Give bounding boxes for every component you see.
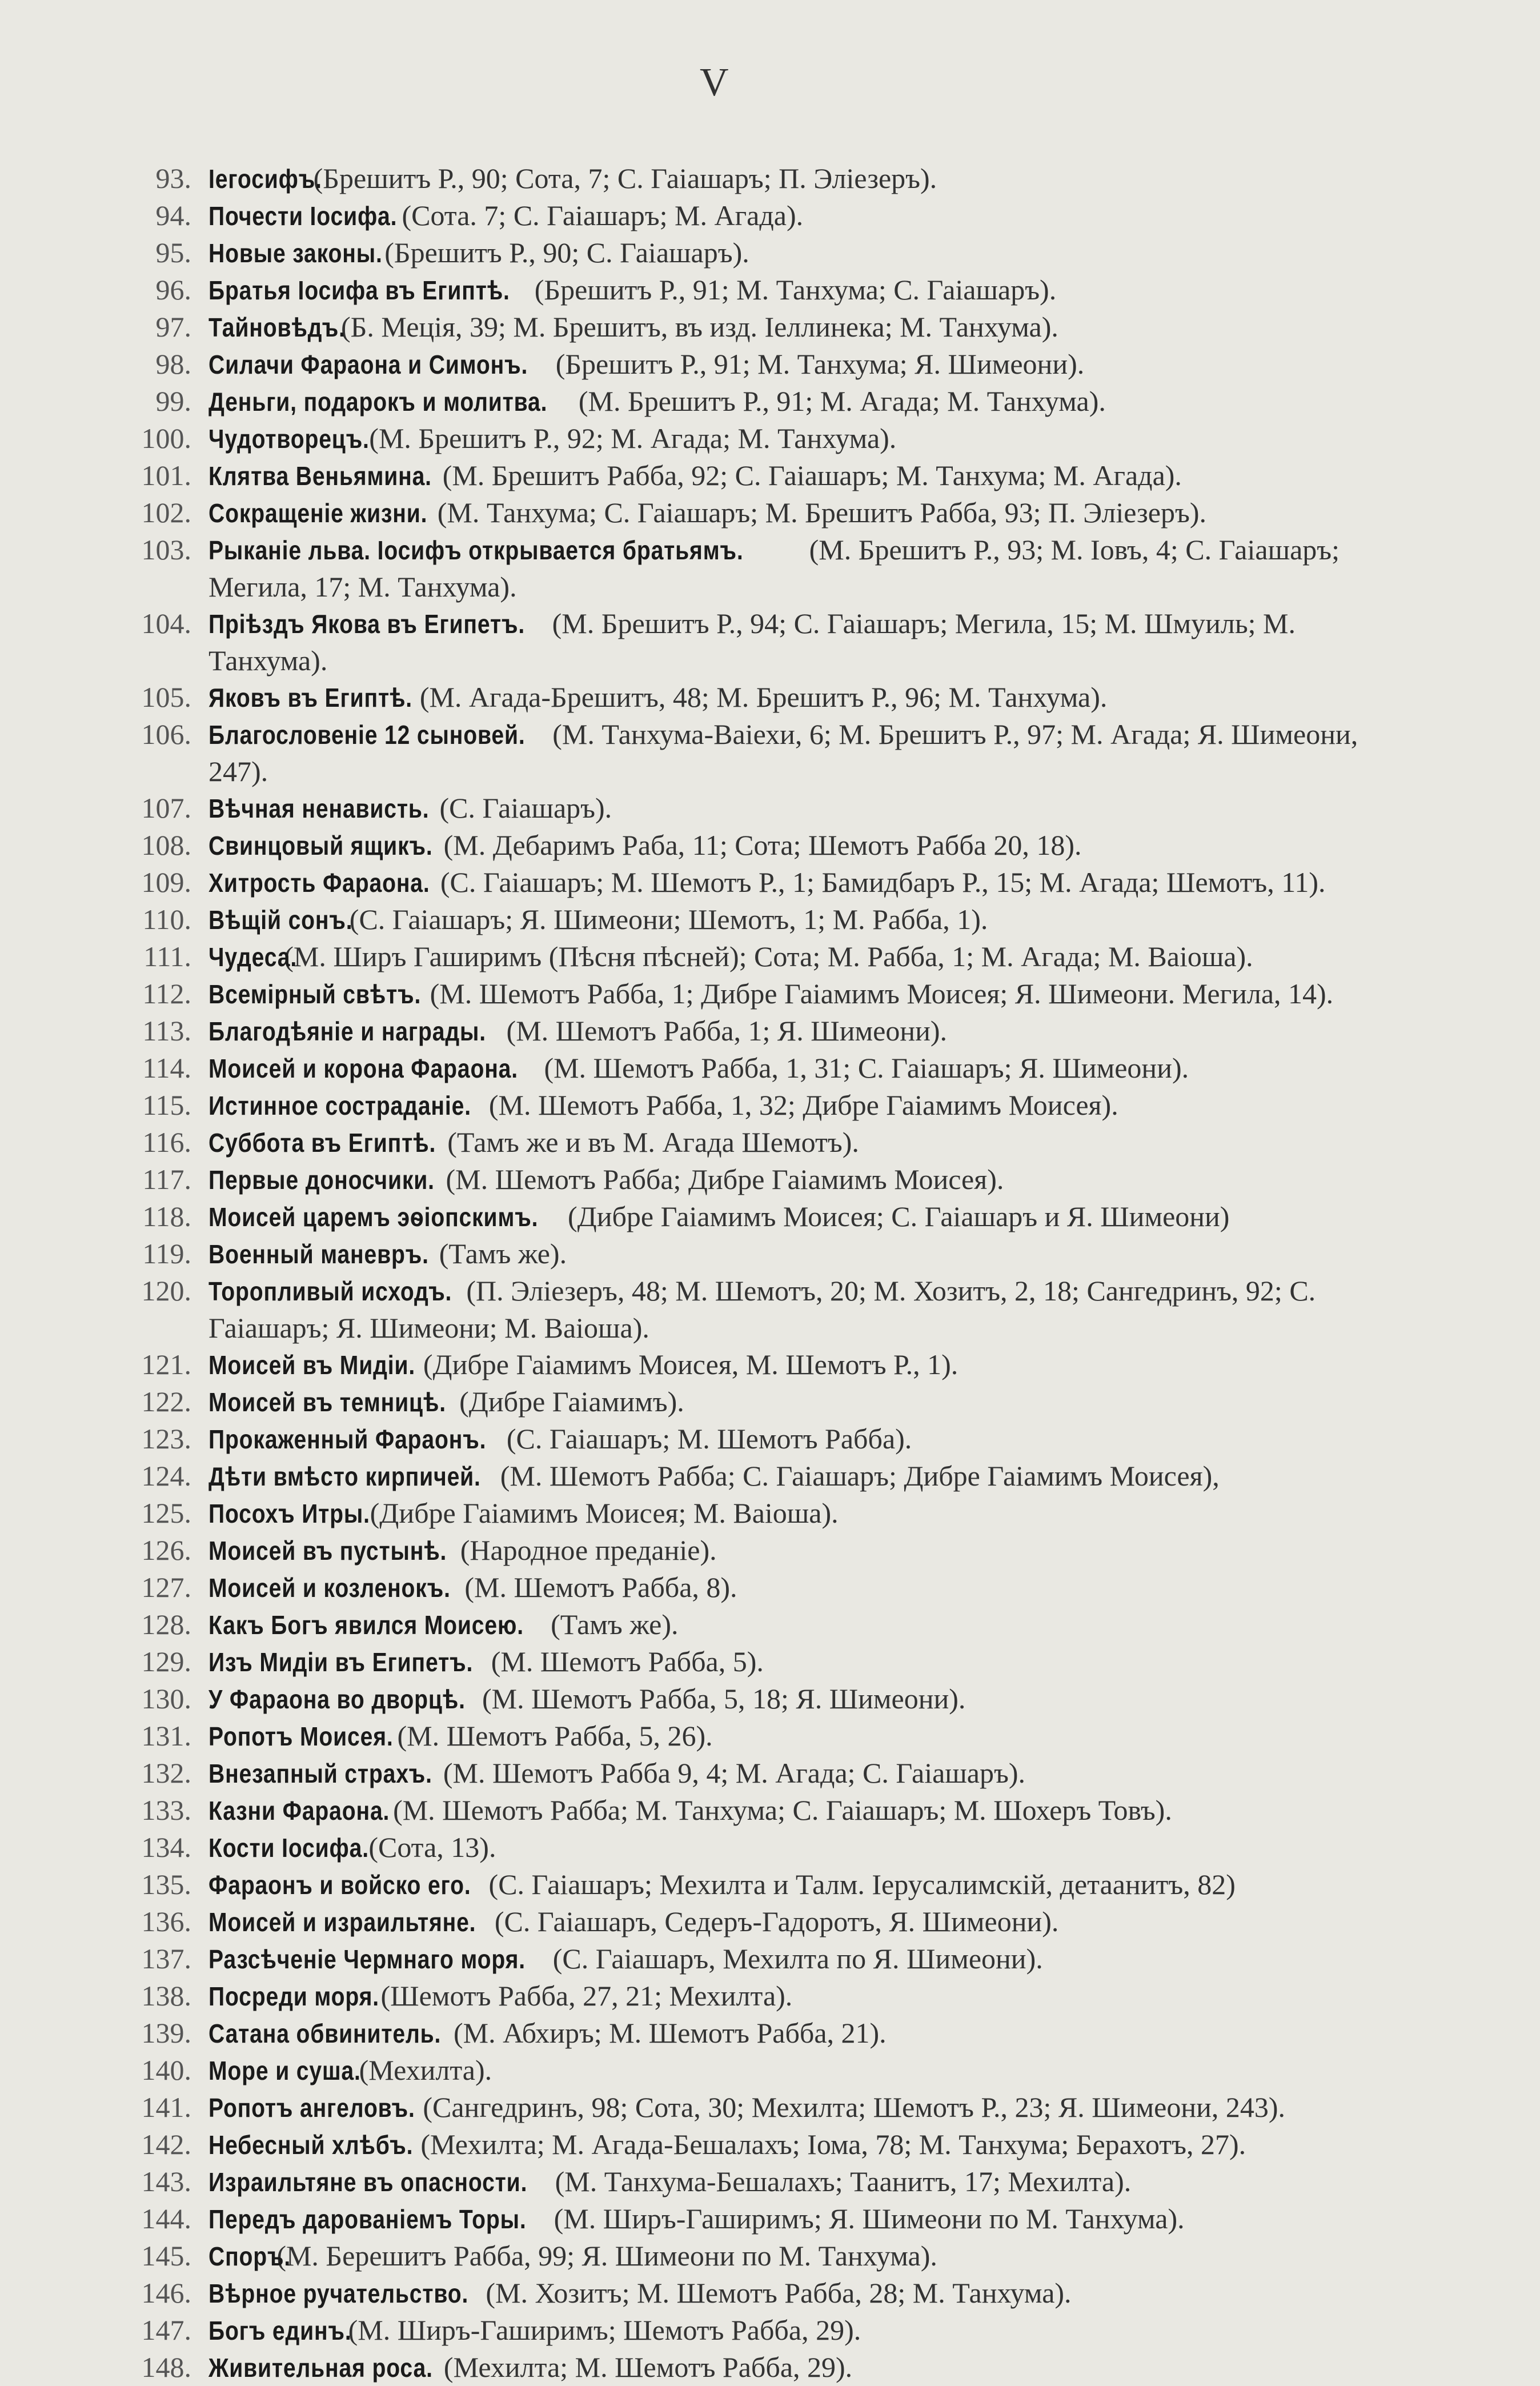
entry-body — [208, 790, 1402, 827]
entry-title: Ропотъ ангеловъ. — [208, 2093, 415, 2123]
entry-body — [208, 2126, 1402, 2163]
entry-number: 117. — [142, 1163, 191, 1195]
entry-title: Братья Іосифа въ Египтѣ. — [208, 275, 510, 305]
entry-number: 145. — [141, 2240, 191, 2272]
entry-number: 131. — [141, 1720, 191, 1752]
toc-entry — [111, 383, 1402, 420]
entry-title: Моисей въ пустынѣ. — [208, 1536, 447, 1566]
entry-title: Разсѣченіе Чермнаго моря. — [208, 1944, 526, 1974]
entry-title: Чудотворецъ. — [208, 424, 370, 454]
entry-number: 97. — [155, 311, 191, 343]
entry-title: Какъ Богъ явился Моисею. — [208, 1610, 524, 1640]
toc-entry — [111, 716, 1402, 790]
entry-body — [208, 309, 1402, 346]
entry-number: 116. — [142, 1126, 191, 1158]
entry-body — [208, 234, 1402, 271]
toc-entry — [111, 1903, 1402, 1940]
entry-source: (Дибре Гаіамимъ). — [459, 1386, 684, 1418]
entry-title: Благодѣяніе и награды. — [208, 1016, 486, 1046]
entry-source: (Тамъ же). — [439, 1238, 567, 1270]
entry-body — [208, 1272, 1402, 1346]
entry-number: 126. — [141, 1534, 191, 1566]
entry-body — [208, 1161, 1402, 1198]
entry-title: Деньги, подарокъ и молитва. — [208, 387, 548, 417]
entry-number: 112. — [142, 978, 191, 1010]
entry-body — [208, 494, 1402, 531]
toc-entry — [111, 271, 1402, 309]
toc-entry — [111, 2200, 1402, 2237]
entry-title: Дѣти вмѣсто кирпичей. — [208, 1462, 481, 1491]
entry-number: 101. — [141, 459, 191, 491]
entry-number: 102. — [141, 497, 191, 529]
toc-entry — [111, 1235, 1402, 1272]
entry-source: (Дибре Гаіамимъ Моисея; М. Ваіоша). — [370, 1497, 839, 1529]
entry-title: Прокаженный Фараонъ. — [208, 1424, 487, 1454]
entry-source: (М. Ширъ Гаширимъ (Пѣсня пѣсней); Сота; М. Рабба, 1; М. Агада; М. Ваіоша). — [284, 940, 1253, 972]
toc-entry — [111, 1124, 1402, 1161]
entry-title: Хитрость Фараона. — [208, 868, 430, 898]
entry-number: 142. — [141, 2128, 191, 2160]
entry-source: (М. Брешитъ Рабба, 92; С. Гаіашаръ; М. Танхума; М. Агада). — [442, 459, 1182, 491]
entry-title: Кости Іосифа. — [208, 1833, 369, 1863]
entry-title: Небесный хлѣбъ. — [208, 2130, 414, 2160]
entry-body — [208, 531, 1402, 605]
toc-entry — [111, 901, 1402, 938]
toc-entry — [111, 1198, 1402, 1235]
entry-title: Споръ. — [208, 2241, 291, 2271]
entry-source: (М. Шемотъ Рабба, 5, 18; Я. Шимеони). — [482, 1683, 966, 1715]
entry-number: 148. — [141, 2351, 191, 2383]
toc-entry — [111, 1569, 1402, 1606]
entry-number: 128. — [141, 1608, 191, 1640]
entry-number: 105. — [141, 681, 191, 713]
entry-body — [208, 457, 1402, 494]
entry-source: (М. Брешитъ Р., 92; М. Агада; М. Танхума). — [369, 422, 897, 454]
entry-source: (С. Гаіашаръ; М. Шемотъ Рабба). — [506, 1423, 912, 1455]
toc-entry — [111, 1495, 1402, 1532]
entry-number: 109. — [141, 866, 191, 898]
entry-number: 147. — [141, 2314, 191, 2346]
entry-title: Тайновѣдъ. — [208, 313, 346, 342]
entry-source: (Дибре Гаіамимъ Моисея; С. Гаіашаръ и Я. Шимеони) — [567, 1200, 1230, 1232]
toc-entry — [111, 2163, 1402, 2200]
entry-title: Фараонъ и войско его. — [208, 1870, 471, 1900]
entry-source: (М. Танхума-Бешалахъ; Таанитъ, 17; Мехилта). — [555, 2165, 1132, 2197]
entry-source: (Шемотъ Рабба, 27, 21; Мехилта). — [380, 1980, 793, 2012]
entry-body — [208, 1012, 1402, 1050]
toc-entry — [111, 160, 1402, 197]
entry-body — [208, 1755, 1402, 1792]
entry-source: (Мехилта). — [359, 2054, 492, 2086]
toc-entry — [111, 1829, 1402, 1866]
entry-number: 99. — [155, 385, 191, 417]
entry-number: 138. — [141, 1980, 191, 2012]
entry-body — [208, 716, 1402, 790]
entry-title: Свинцовый ящикъ. — [208, 831, 433, 860]
entry-body — [208, 2275, 1402, 2312]
entry-body — [208, 1718, 1402, 1755]
entry-number: 115. — [142, 1089, 191, 1121]
entry-number: 104. — [141, 607, 191, 639]
entry-source: (М. Шемотъ Рабба 9, 4; М. Агада; С. Гаіашаръ). — [443, 1757, 1026, 1789]
entry-body — [208, 1532, 1402, 1569]
entry-title: Всемірный свѣтъ. — [208, 979, 422, 1009]
entry-title: Военный маневръ. — [208, 1239, 429, 1269]
entry-source: (Народное преданіе). — [460, 1534, 717, 1566]
entry-source: (Тамъ же). — [551, 1608, 679, 1640]
toc-entry — [111, 1977, 1402, 2015]
entry-number: 127. — [141, 1571, 191, 1603]
entry-source: (С. Гаіашаръ; М. Шемотъ Р., 1; Бамидбаръ Р., 15; М. Агада; Шемотъ, 11). — [440, 866, 1326, 898]
entry-source: (М. Брешитъ Р., 93; М. Іовъ, 4; С. Гаіашаръ; Мегила, 17; М. Танхума). — [208, 534, 1340, 603]
entry-source: (М. Шемотъ Рабба; С. Гаіашаръ; Дибре Гаіамимъ Моисея), — [500, 1460, 1220, 1492]
entry-title: Внезапный страхъ. — [208, 1759, 432, 1788]
entry-title: Клятва Веньямина. — [208, 461, 432, 491]
toc-entry — [111, 2237, 1402, 2275]
toc-entry — [111, 1050, 1402, 1087]
entry-title: Пріѣздъ Якова въ Египетъ. — [208, 609, 526, 639]
toc-entry — [111, 309, 1402, 346]
entry-title: Благословеніе 12 сыновей. — [208, 720, 526, 750]
entry-number: 141. — [141, 2091, 191, 2123]
entry-source: (Сангедринъ, 98; Сота, 30; Мехилта; Шемотъ Р., 23; Я. Шимеони, 243). — [423, 2091, 1285, 2123]
entry-body — [208, 2312, 1402, 2349]
entry-body — [208, 1198, 1402, 1235]
entry-body — [208, 1903, 1402, 1940]
entry-title: Первые доносчики. — [208, 1165, 435, 1195]
entry-body — [208, 2089, 1402, 2126]
entry-title: Истинное состраданіе. — [208, 1091, 471, 1120]
entry-body — [208, 901, 1402, 938]
entry-number: 110. — [142, 903, 191, 935]
entry-title: Богъ единъ. — [208, 2316, 352, 2345]
entry-title: Сатана обвинитель. — [208, 2019, 442, 2048]
entry-source: (Б. Меція, 39; М. Брешитъ, въ изд. Іеллинека; М. Танхума). — [341, 311, 1058, 343]
entry-body — [208, 827, 1402, 864]
entry-number: 140. — [141, 2054, 191, 2086]
entry-body — [208, 1643, 1402, 1680]
toc-entry — [111, 457, 1402, 494]
entry-source: (М. Брешитъ Р., 91; М. Агада; М. Танхума). — [578, 385, 1106, 417]
entry-title: Рыканіе льва. Іосифъ открывается братьямъ. — [208, 535, 744, 565]
entry-title: Моисей царемъ эѳіопскимъ. — [208, 1202, 539, 1232]
entry-title: Посреди моря. — [208, 1981, 379, 2011]
toc-entry — [111, 1792, 1402, 1829]
toc-entry — [111, 1087, 1402, 1124]
entry-title: Вѣщій сонъ. — [208, 905, 353, 935]
toc-entry — [111, 605, 1402, 679]
entry-title: Яковъ въ Египтѣ. — [208, 683, 413, 712]
toc-entry — [111, 1755, 1402, 1792]
toc-entry — [111, 1866, 1402, 1903]
page-number: V — [700, 61, 729, 105]
entry-source: (Мехилта; М. Агада-Бешалахъ; Іома, 78; М. Танхума; Берахотъ, 27). — [420, 2128, 1246, 2160]
entry-body — [208, 1569, 1402, 1606]
entry-source: (С. Гаіашаръ, Седеръ-Гадоротъ, Я. Шимеони). — [494, 1905, 1059, 1937]
entry-body — [208, 1346, 1402, 1383]
toc-entry — [111, 1346, 1402, 1383]
entry-number: 107. — [141, 792, 191, 824]
entry-number: 96. — [155, 274, 191, 306]
toc-entry — [111, 2312, 1402, 2349]
entry-number: 144. — [141, 2203, 191, 2235]
entry-number: 119. — [142, 1238, 191, 1270]
entry-source: (М. Танхума-Ваіехи, 6; М. Брешитъ Р., 97; М. Агада; Я. Шимеони, 247). — [208, 718, 1358, 787]
toc-entry — [111, 2349, 1402, 2386]
entry-source: (М. Шемотъ Рабба, 1; Я. Шимеони). — [506, 1015, 947, 1047]
entry-title: Суббота въ Египтѣ. — [208, 1128, 436, 1158]
toc-entry — [111, 1012, 1402, 1050]
entry-source: (М. Шемотъ Рабба, 5). — [491, 1646, 764, 1678]
entry-source: (С. Гаіашаръ; Я. Шимеони; Шемотъ, 1; М. Рабба, 1). — [349, 903, 988, 935]
toc-entry — [111, 2089, 1402, 2126]
toc-entry — [111, 197, 1402, 234]
entry-body — [208, 1495, 1402, 1532]
entry-source: (М. Шемотъ Рабба, 1, 31; С. Гаіашаръ; Я. Шимеони). — [544, 1052, 1189, 1084]
entry-number: 124. — [141, 1460, 191, 1492]
entry-title: Торопливый исходъ. — [208, 1276, 452, 1306]
entry-title: Вѣчная ненависть. — [208, 794, 430, 823]
toc-entry — [111, 1383, 1402, 1420]
entry-title: Живительная роса. — [208, 2353, 433, 2383]
toc-entry — [111, 1940, 1402, 1977]
entry-body — [208, 1458, 1402, 1495]
toc-entry — [111, 531, 1402, 605]
entry-title: У Фараона во дворцѣ. — [208, 1684, 466, 1714]
toc-entry — [111, 827, 1402, 864]
entry-title: Моисей въ темницѣ. — [208, 1387, 446, 1417]
entry-title: Іегосифъ. — [208, 164, 322, 194]
entry-number: 146. — [141, 2277, 191, 2309]
entry-title: Изъ Мидіи въ Египетъ. — [208, 1647, 474, 1677]
entry-body — [208, 679, 1402, 716]
entry-title: Сокращеніе жизни. — [208, 498, 428, 528]
entry-source: (М. Брешитъ Р., 94; С. Гаіашаръ; Мегила, 15; М. Шмуиль; М. Танхума). — [208, 607, 1296, 676]
entry-source: (С. Гаіашаръ, Мехилта по Я. Шимеони). — [552, 1943, 1043, 1975]
entry-title: Моисей въ Мидіи. — [208, 1350, 416, 1380]
entry-source: (Тамъ же и въ М. Агада Шемотъ). — [447, 1126, 859, 1158]
entry-source: (М. Шемотъ Рабба, 8). — [464, 1571, 737, 1603]
entry-body — [208, 1420, 1402, 1458]
toc-entry — [111, 494, 1402, 531]
entry-source: (М. Шемотъ Рабба, 5, 26). — [397, 1720, 713, 1752]
toc-entry — [111, 2275, 1402, 2312]
entry-body — [208, 2052, 1402, 2089]
entry-number: 129. — [141, 1646, 191, 1678]
toc-entry — [111, 975, 1402, 1012]
entry-number: 123. — [141, 1423, 191, 1455]
entry-body — [208, 1606, 1402, 1643]
toc-entry — [111, 1272, 1402, 1346]
entry-number: 139. — [141, 2017, 191, 2049]
entry-title: Море и суша. — [208, 2056, 361, 2085]
entry-number: 114. — [142, 1052, 191, 1084]
entry-body — [208, 271, 1402, 309]
entry-body — [208, 2200, 1402, 2237]
toc-entry — [111, 1643, 1402, 1680]
entry-number: 100. — [141, 422, 191, 454]
entry-body — [208, 420, 1402, 457]
entry-source: (М. Абхиръ; М. Шемотъ Рабба, 21). — [453, 2017, 887, 2049]
entry-body — [208, 1124, 1402, 1161]
entry-body — [208, 197, 1402, 234]
entry-source: (М. Ширъ-Гаширимъ; Я. Шимеони по М. Танхума). — [554, 2203, 1185, 2235]
entry-source: (М. Дебаримъ Раба, 11; Сота; Шемотъ Рабба 20, 18). — [443, 829, 1082, 861]
entry-body — [208, 864, 1402, 901]
toc-entry — [111, 1532, 1402, 1569]
toc-entry — [111, 2052, 1402, 2089]
entry-number: 121. — [141, 1348, 191, 1380]
entry-number: 106. — [141, 718, 191, 750]
entry-body — [208, 1792, 1402, 1829]
entry-title: Казни Фараона. — [208, 1796, 390, 1825]
entry-source: (Мехилта; М. Шемотъ Рабба, 29). — [443, 2351, 853, 2383]
entry-source: (М. Шемотъ Рабба; М. Танхума; С. Гаіашаръ; М. Шохеръ Товъ). — [393, 1794, 1172, 1826]
entry-body — [208, 2349, 1402, 2386]
entry-number: 143. — [141, 2165, 191, 2197]
entry-number: 103. — [141, 534, 191, 566]
entry-source: (Брешитъ Р., 90; Сота, 7; С. Гаіашаръ; П. Эліезеръ). — [313, 162, 937, 194]
entry-number: 108. — [141, 829, 191, 861]
toc-entry — [111, 234, 1402, 271]
entry-body — [208, 2015, 1402, 2052]
entry-number: 133. — [141, 1794, 191, 1826]
entry-title: Ропотъ Моисея. — [208, 1722, 394, 1751]
entry-title: Передъ дарованіемъ Торы. — [208, 2204, 527, 2234]
entry-source: (М. Ширъ-Гаширимъ; Шемотъ Рабба, 29). — [348, 2314, 861, 2346]
entry-body — [208, 1940, 1402, 1977]
toc-entry — [111, 1718, 1402, 1755]
entry-source: (П. Эліезеръ, 48; М. Шемотъ, 20; М. Хозитъ, 2, 18; Сангедринъ, 92; С. Гаіашаръ; Я. Шимеони; М. Ваіоша). — [208, 1275, 1316, 1344]
entry-title: Моисей и корона Фараона. — [208, 1054, 518, 1083]
entry-source: (М. Шемотъ Рабба, 1, 32; Дибре Гаіамимъ Моисея). — [488, 1089, 1118, 1121]
toc-entry — [111, 1606, 1402, 1643]
toc-entry — [111, 2126, 1402, 2163]
entry-body — [208, 1829, 1402, 1866]
entry-number: 95. — [155, 237, 191, 269]
entry-source: (Сота, 13). — [368, 1831, 496, 1863]
toc-entry — [111, 1680, 1402, 1718]
entry-number: 94. — [155, 199, 191, 231]
entry-number: 125. — [141, 1497, 191, 1529]
entry-source: (Брешитъ Р., 91; М. Танхума; С. Гаіашаръ). — [534, 274, 1057, 306]
entry-source: (М. Шемотъ Рабба; Дибре Гаіамимъ Моисея). — [446, 1163, 1004, 1195]
entry-number: 120. — [141, 1275, 191, 1307]
entry-source: (М. Шемотъ Рабба, 1; Дибре Гаіамимъ Моисея; Я. Шимеони. Мегила, 14). — [430, 978, 1334, 1010]
toc-entry — [111, 864, 1402, 901]
entry-number: 132. — [141, 1757, 191, 1789]
entry-number: 136. — [141, 1905, 191, 1937]
entry-number: 135. — [141, 1868, 191, 1900]
entry-body — [208, 1235, 1402, 1272]
entry-number: 130. — [141, 1683, 191, 1715]
entry-body — [208, 605, 1402, 679]
entry-number: 93. — [155, 162, 191, 194]
entry-title: Моисей и израильтяне. — [208, 1907, 476, 1937]
entry-source: (С. Гаіашаръ; Мехилта и Талм. Іерусалимскій, детаанитъ, 82) — [488, 1868, 1236, 1900]
entry-number: 122. — [141, 1386, 191, 1418]
entry-number: 134. — [141, 1831, 191, 1863]
entry-title: Силачи Фараона и Симонъ. — [208, 350, 528, 379]
entry-body — [208, 2163, 1402, 2200]
entry-body — [208, 1680, 1402, 1718]
entry-title: Израильтяне въ опасности. — [208, 2167, 528, 2197]
entry-title: Вѣрное ручательство. — [208, 2279, 469, 2308]
toc-entry — [111, 790, 1402, 827]
entry-source: (М. Хозитъ; М. Шемотъ Рабба, 28; М. Танхума). — [486, 2277, 1072, 2309]
entry-source: (М. Берешитъ Рабба, 99; Я. Шимеони по М. Танхума). — [276, 2240, 937, 2272]
toc-entry — [111, 1161, 1402, 1198]
table-of-contents — [111, 160, 1402, 2386]
entry-body — [208, 346, 1402, 383]
entry-source: (М. Танхума; С. Гаіашаръ; М. Брешитъ Рабба, 93; П. Эліезеръ). — [437, 497, 1207, 529]
entry-source: (С. Гаіашаръ). — [439, 792, 612, 824]
entry-title: Посохъ Итры. — [208, 1499, 370, 1528]
entry-body — [208, 1050, 1402, 1087]
entry-body — [208, 1383, 1402, 1420]
entry-body — [208, 160, 1402, 197]
toc-entry — [111, 346, 1402, 383]
entry-body — [208, 1866, 1402, 1903]
entry-number: 98. — [155, 348, 191, 380]
toc-entry — [111, 679, 1402, 716]
entry-number: 111. — [143, 940, 191, 972]
entry-title: Почести Іосифа. — [208, 201, 398, 231]
entry-source: (Сота. 7; С. Гаіашаръ; М. Агада). — [402, 199, 804, 231]
toc-entry — [111, 420, 1402, 457]
entry-body — [208, 1977, 1402, 2015]
entry-body — [208, 938, 1402, 975]
entry-source: (Брешитъ Р., 91; М. Танхума; Я. Шимеони). — [555, 348, 1085, 380]
entry-number: 137. — [141, 1943, 191, 1975]
entry-body — [208, 1087, 1402, 1124]
entry-body — [208, 975, 1402, 1012]
toc-entry — [111, 2015, 1402, 2052]
entry-title: Новые законы. — [208, 238, 383, 268]
entry-number: 118. — [142, 1200, 191, 1232]
entry-body — [208, 2237, 1402, 2275]
entry-body — [208, 383, 1402, 420]
entry-title: Чудеса. — [208, 942, 298, 972]
entry-number: 113. — [142, 1015, 191, 1047]
toc-entry — [111, 1420, 1402, 1458]
toc-entry — [111, 938, 1402, 975]
entry-source: (Дибре Гаіамимъ Моисея, М. Шемотъ Р., 1). — [423, 1348, 959, 1380]
entry-title: Моисей и козленокъ. — [208, 1573, 451, 1603]
toc-entry — [111, 1458, 1402, 1495]
entry-source: (Брешитъ Р., 90; С. Гаіашаръ). — [384, 237, 749, 269]
entry-source: (М. Агада-Брешитъ, 48; М. Брешитъ Р., 96; М. Танхума). — [419, 681, 1108, 713]
